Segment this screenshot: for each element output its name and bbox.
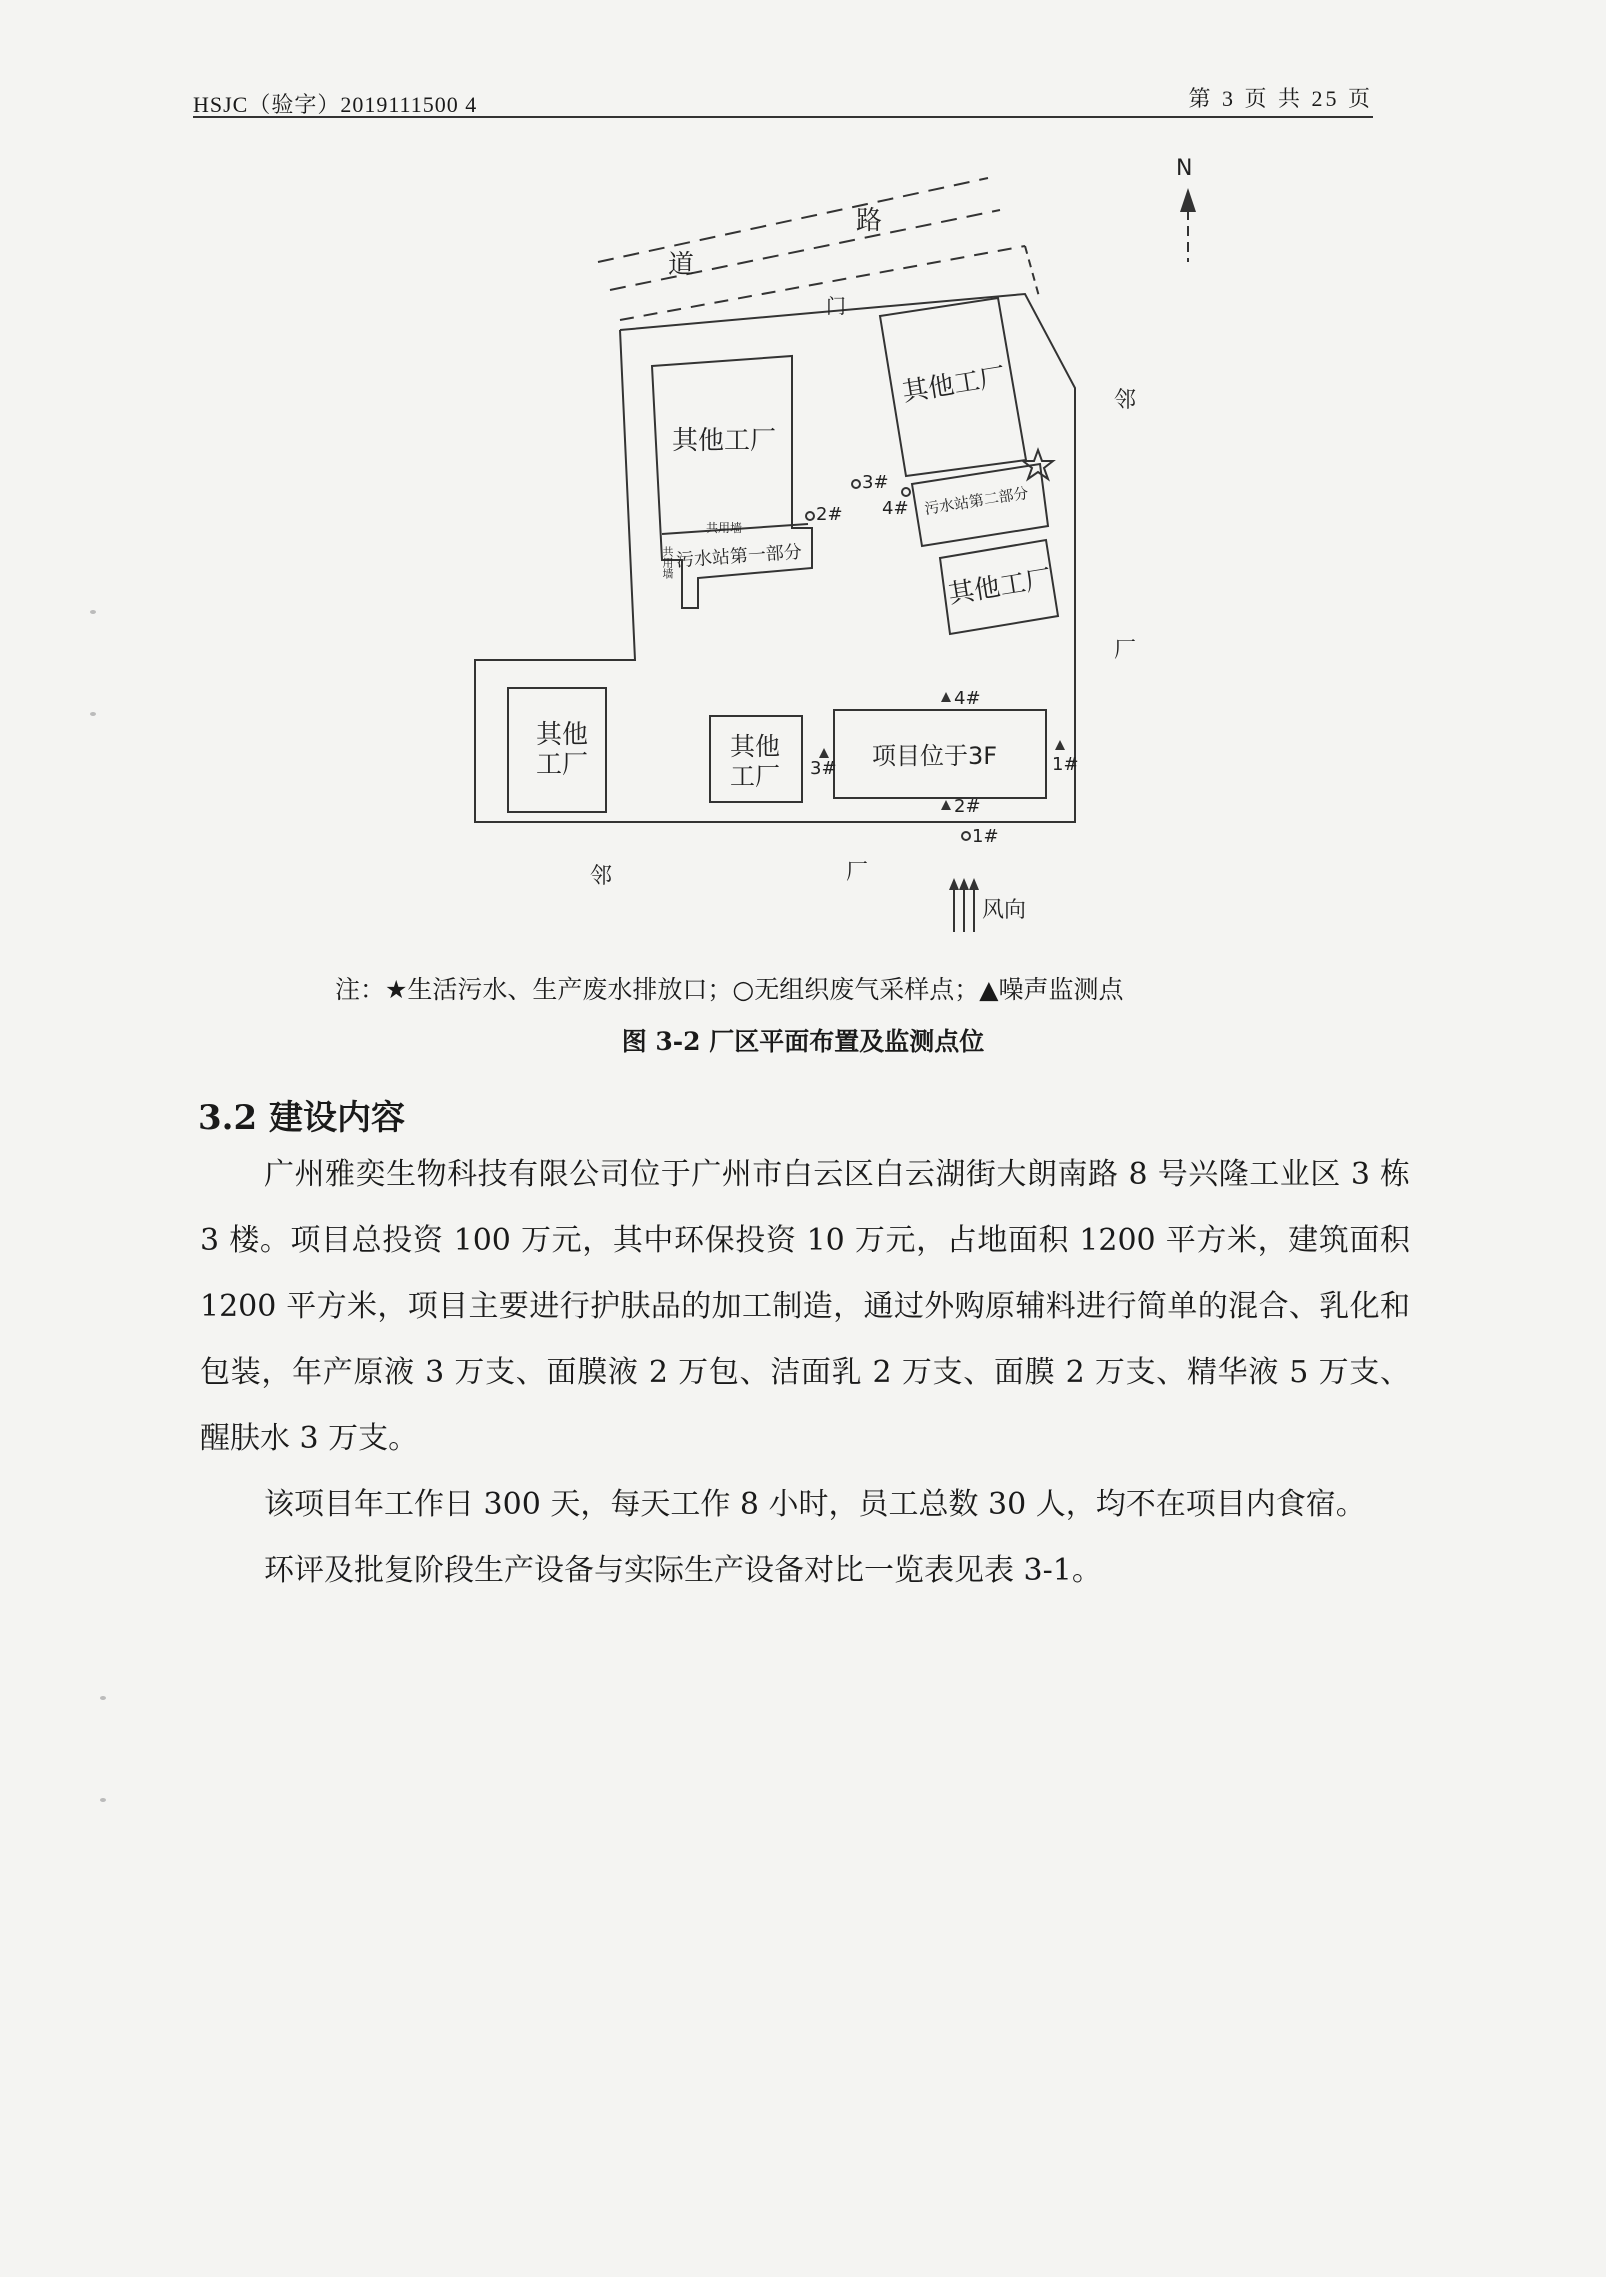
- sewage-part1-label: 污水站第一部分: [675, 541, 803, 572]
- noise-point-2-icon: [941, 800, 951, 810]
- north-arrow-icon: [1180, 188, 1196, 212]
- road-label-2: 路: [856, 206, 883, 236]
- factory-bottom-mid-line1: 其他: [730, 732, 781, 761]
- air-point-2-icon: [806, 512, 814, 520]
- road-edge-top: [598, 178, 988, 262]
- site-plan-figure: [0, 0, 1606, 1000]
- air-point-1-label: 1#: [972, 826, 999, 847]
- page-number: 第 3 页 共 25 页: [1188, 86, 1373, 111]
- factory-bottom-left-line1: 其他: [536, 720, 589, 750]
- factory-top-right-label: 其他工厂: [900, 362, 1008, 408]
- figure-caption: 图 3-2 厂区平面布置及监测点位: [621, 1027, 985, 1056]
- factory-bottom-left-line2: 工厂: [536, 750, 589, 780]
- noise-point-4-label: 4#: [954, 688, 981, 709]
- neighbor-label-bottom-1: 邻: [590, 864, 613, 889]
- noise-point-1-label: 1#: [1052, 754, 1079, 775]
- sewage-part2-label: 污水站第二部分: [923, 483, 1030, 519]
- scan-speck: [100, 1696, 106, 1700]
- site-plan-drawing: [0, 0, 1606, 1000]
- north-label: N: [1176, 156, 1193, 181]
- factory-bottom-mid-line2: 工厂: [730, 762, 781, 791]
- shared-wall-vertical-label: 共用墙: [661, 546, 674, 579]
- air-point-3-icon: [852, 480, 860, 488]
- section-body: [200, 1142, 1410, 1604]
- noise-point-3-icon: [819, 748, 829, 758]
- air-point-4-label: 4#: [882, 498, 909, 519]
- air-point-2-label: 2#: [816, 504, 843, 525]
- noise-point-4-icon: [941, 692, 951, 702]
- air-point-1-icon: [962, 832, 970, 840]
- factory-top-left-label: 其他工厂: [672, 426, 777, 456]
- report-number: HSJC（验字）2019111500 4: [193, 92, 478, 117]
- factory-mid-right-label: 其他工厂: [946, 564, 1054, 610]
- gate-label: 门: [826, 294, 846, 318]
- air-point-3-label: 3#: [862, 472, 889, 493]
- noise-point-1-icon: [1055, 740, 1065, 750]
- section-title: 3.2 建设内容: [198, 1098, 405, 1138]
- paragraph-1: 广州雅奕生物科技有限公司位于广州市白云区白云湖街大朗南路 8 号兴隆工业区 3 栋 3 楼。项目总投资 100 万元，其中环保投资 10 万元，占地面积 1200 平方米，建筑面积 1200 平方米，项目主要进行护肤品的加工制造，通过外购原辅料进行简单的混合、乳化和包装，年产原液 3 万支、面膜液 2 万包、洁面乳 2 万支、面膜 2 万支、精华液 5 万支、醒肤水 3 万支。: [200, 1157, 1410, 1456]
- scan-speck: [90, 712, 96, 716]
- neighbor-label-right-1: 邻: [1114, 388, 1137, 413]
- project-building-label: 项目位于3F: [872, 742, 998, 770]
- road-label-1: 道: [668, 250, 695, 280]
- scan-speck: [100, 1798, 106, 1802]
- shared-wall-label: 共用墙: [706, 521, 743, 535]
- air-point-4-icon: [902, 488, 910, 496]
- paragraph-2: 该项目年工作日 300 天，每天工作 8 小时，员工总数 30 人，均不在项目内食宿。: [264, 1487, 1366, 1522]
- noise-point-3-label: 3#: [810, 758, 837, 779]
- wind-direction-label: 风向: [982, 898, 1027, 923]
- neighbor-label-right-2: 厂: [1114, 638, 1137, 663]
- figure-legend-note: 注：★生活污水、生产废水排放口；○无组织废气采样点；▲噪声监测点: [335, 975, 1124, 1004]
- noise-point-2-label: 2#: [954, 796, 981, 817]
- paragraph-3: 环评及批复阶段生产设备与实际生产设备对比一览表见表 3-1。: [264, 1553, 1102, 1588]
- scan-speck: [90, 610, 96, 614]
- neighbor-label-bottom-2: 厂: [846, 860, 869, 885]
